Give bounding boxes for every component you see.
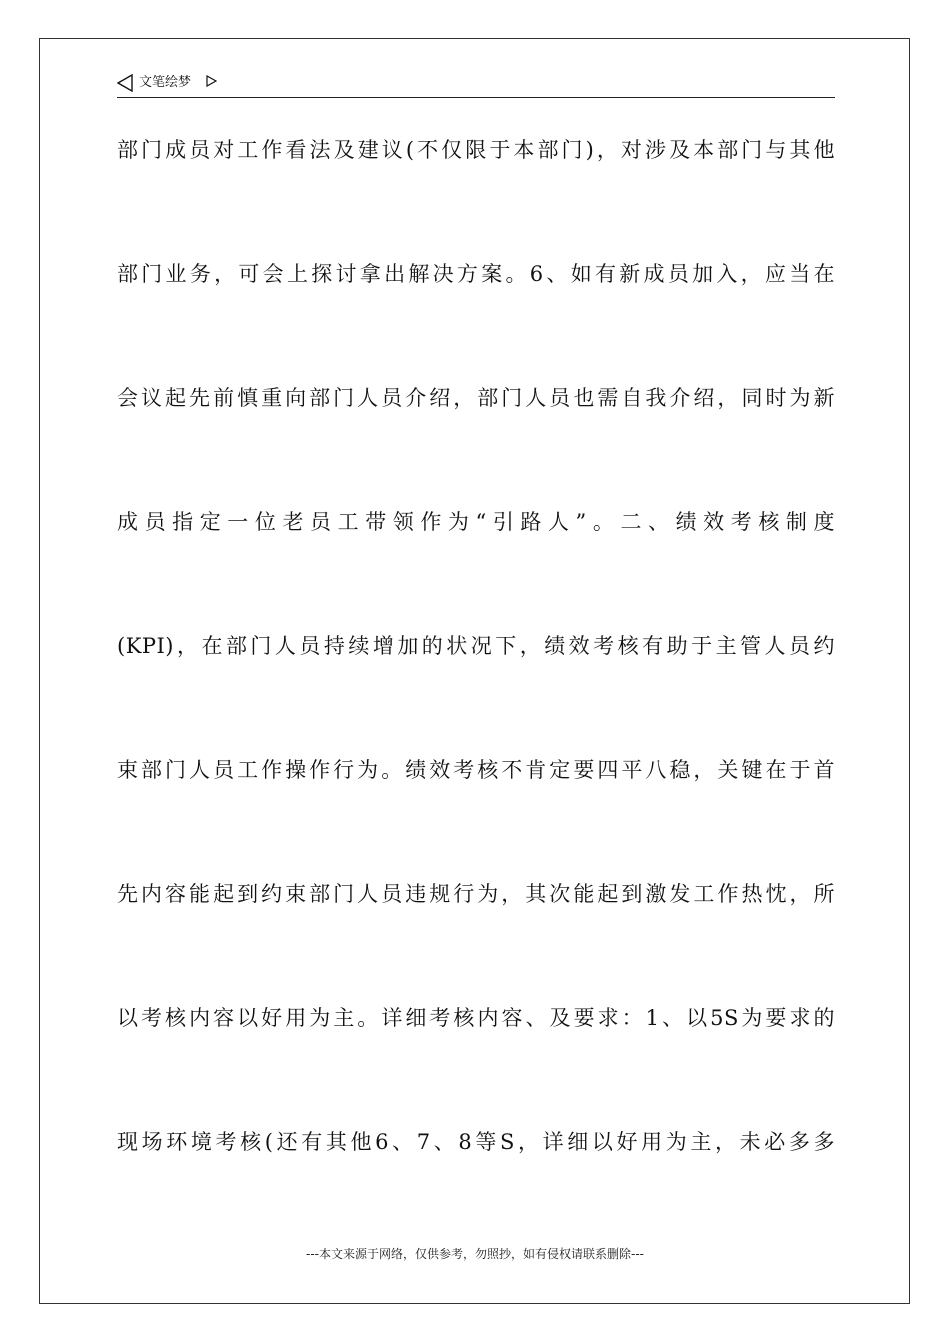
text-line: 现场环境考核(还有其他6、7、8等S，详细以好用为主，未必多多 [117,1130,835,1154]
header-title: 文笔绘梦 [139,75,192,90]
text-line: 部门业务，可会上探讨拿出解决方案。6、如有新成员加入，应当在 [117,262,835,286]
text-line: (KPI)，在部门人员持续增加的状况下，绩效考核有助于主管人员约 [117,634,835,658]
text-line: 会议起先前慎重向部门人员介绍，部门人员也需自我介绍，同时为新 [117,386,835,410]
text-line: 成员指定一位老员工带领作为“引路人”。二、绩效考核制度 [117,510,835,534]
footer-disclaimer: ---本文来源于网络，仅供参考，勿照抄，如有侵权请联系删除--- [306,1247,644,1261]
text-line: 束部门人员工作操作行为。绩效考核不肯定要四平八稳，关键在于首 [117,758,835,782]
triangle-left-icon [117,74,133,92]
page-header [117,72,835,98]
text-line: 以考核内容以好用为主。详细考核内容、及要求：1、以5S为要求的 [117,1006,835,1030]
triangle-right-icon [205,75,217,87]
text-line: 部门成员对工作看法及建议(不仅限于本部门)，对涉及本部门与其他 [117,138,835,162]
document-body [117,130,835,1246]
text-line: 先内容能起到约束部门人员违规行为，其次能起到激发工作热忱，所 [117,882,835,906]
